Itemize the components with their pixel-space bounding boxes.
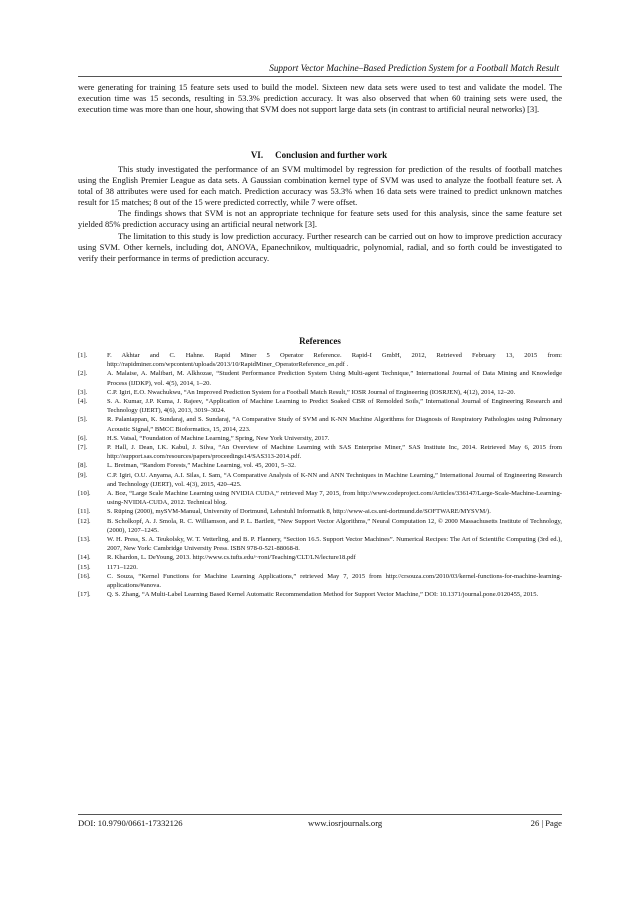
reference-text: 1171–1220. bbox=[107, 563, 138, 571]
references-list bbox=[78, 351, 562, 599]
reference-number: [14]. bbox=[78, 554, 91, 562]
reference-text: Q. S. Zhang, “A Multi-Label Learning Based Kernel Automatic Recommendation Method for Support Vector Machine,” DOI: 10.1371/journal.pone.0120455, 2015. bbox=[107, 591, 539, 599]
reference-number: [12]. bbox=[78, 517, 91, 525]
footer-website-link[interactable]: www.iosrjournals.org bbox=[308, 818, 383, 828]
reference-item bbox=[78, 517, 562, 535]
footer-divider bbox=[78, 814, 562, 815]
reference-text: S. A. Kumar, J.P. Kuma, J. Rajeev, “Application of Machine Learning to Predict Soaked CBR of Remolded Soils,” International Journal of Engineering Research and Technology (IJERT), 4(6), 2013, 3019–3024. bbox=[107, 398, 562, 415]
reference-item bbox=[78, 507, 562, 516]
reference-number: [13]. bbox=[78, 536, 91, 544]
reference-item bbox=[78, 471, 562, 489]
footer-page-number: 26 | Page bbox=[530, 818, 562, 828]
reference-item bbox=[78, 489, 562, 507]
reference-item bbox=[78, 553, 562, 562]
section-title: Conclusion and further work bbox=[275, 150, 388, 160]
reference-number: [8]. bbox=[78, 462, 88, 470]
header-divider bbox=[78, 76, 562, 77]
reference-item bbox=[78, 388, 562, 397]
reference-number: [17]. bbox=[78, 591, 91, 599]
reference-number: [3]. bbox=[78, 388, 88, 396]
footer-doi: DOI: 10.9790/0661-17332126 bbox=[78, 818, 183, 828]
reference-text: S. Rüping (2000), mySVM-Manual, University of Dortmund, Lehrstuhl Informatik 8, http://www-ai.cs.uni-dortmund.de/SOFTWARE/MYSVM/). bbox=[107, 508, 491, 516]
reference-number: [1]. bbox=[78, 352, 88, 359]
reference-text: A. Boz, “Large Scale Machine Learning using NVIDIA CUDA,” retrieved May 7, 2015, from http://www.codeproject.com/Articles/336147/Large-Scale-Machine-Learning-using-NVIDIA-CUDA, 2012. Technical blog. bbox=[107, 490, 562, 507]
references-heading: References bbox=[299, 336, 341, 346]
reference-item bbox=[78, 415, 562, 433]
reference-text: C.P. Igiri, O.U. Anyama, A.I. Silas, I. Sam, “A Comparative Analysis of K-NN and ANN Techniques in Machine Learning,” International Journal of Engineering Research and Technology (IJERT), vol. 4(3), 2015, 420–425. bbox=[107, 471, 562, 488]
reference-text: R. Palaniappan, K. Sundaraj, and S. Sundaraj, “A Comparative Study of SVM and K-NN Machine Algorithms for Diagnosis of Respiratory Pathologies using Pulmonary Acoustic Signal,” BMCC Bioformatics, 15, 2014, 223. bbox=[107, 416, 562, 433]
reference-number: [15]. bbox=[78, 563, 91, 571]
reference-text: B. Scholkopf, A. J. Smola, R. C. Williamson, and P. L. Bartlett, “New Support Vector Algorithms,” Neural Computation 12, © 2000 Massachusetts Institute of Technology, (2000), 1207–1245. bbox=[107, 517, 562, 534]
reference-item bbox=[78, 572, 562, 590]
conclusion-text-block bbox=[78, 164, 562, 264]
reference-item bbox=[78, 351, 562, 369]
reference-item bbox=[78, 563, 562, 572]
reference-text: A. Malaise, A. Malibari, M. Alkhozae, “Student Performance Prediction System Using Multi-agent Technique,” International Journal of Data Mining and Knowledge Process (IJDKP), vol. 4(5), 2014, 1–20. bbox=[107, 370, 562, 387]
intro-text-block bbox=[78, 82, 562, 115]
reference-number: [16]. bbox=[78, 572, 91, 580]
conclusion-paragraph: The findings shows that SVM is not an appropriate technique for feature sets used for this analysis, since the same feature set yielded 85% prediction accuracy using an artificial neural network [3]. bbox=[78, 208, 562, 230]
reference-item bbox=[78, 397, 562, 415]
reference-item bbox=[78, 434, 562, 443]
conclusion-paragraph: This study investigated the performance of an SVM multimodel by regression for prediction of the results of football matches using the English Premier League as data sets. A Gaussian combination kernel type of SVM was used to analyze the football feature set. A total of 38 attributes were used for each match. Prediction accuracy was 53.3% when 16 data sets were trained to predict unknown matches result for 15 matches; 8 out of the 15 were predicted correctly, while 7 were offset. bbox=[78, 164, 562, 208]
reference-text: L. Breiman, “Random Forests,” Machine Learning, vol. 45, 2001, 5–32. bbox=[107, 462, 296, 470]
reference-number: [7]. bbox=[78, 444, 88, 452]
reference-text: C. Souza, “Kernel Functions for Machine Learning Applications,” retrieved May 7, 2015 from http://crsouza.com/2010/03/kernel-functions-for-machine-learning-applications/#anova. bbox=[107, 572, 562, 590]
reference-text: P. Hall, J. Dean, I.K. Kabul, J. Silva, “An Overview of Machine Learning with SAS Enterprise Miner,” SAS Institute Inc, 2014. Retrieved May 6, 2015 from http://support.sas.com/resources/papers/proceedings14/SAS313-2014.pdf. bbox=[107, 444, 562, 461]
intro-paragraph: were generating for training 15 feature sets used to build the model. Sixteen new data sets were used to test and validate the model. The execution time was 15 seconds, resulting in 53.3% prediction accuracy. It was also observed that when 60 training sets were used, the execution time was more than one hour, showing that SVM does not support large data sets (in contrast to artificial neural networks) [3]. bbox=[78, 82, 562, 115]
reference-number: [11]. bbox=[78, 508, 91, 516]
reference-number: [5]. bbox=[78, 416, 88, 424]
reference-text: W. H. Press, S. A. Teukolsky, W. T. Vetterling, and B. P. Flannery, “Section 16.5. Support Vector Machines”. Numerical Recipes: The Art of Scientific Computing (3rd ed.), 2007, New York: Cambridge University Press. ISBN 978-0-521-88068-8. bbox=[107, 536, 562, 553]
reference-text: C.P. Igiri, E.O. Nwachukwu, “An Improved Prediction System for a Football Match Result,” IOSR Journal of Engineering (IOSRJEN), 4(12), 2014, 12–20. bbox=[107, 388, 516, 396]
section-number: VI. bbox=[250, 150, 264, 160]
reference-number: [10]. bbox=[78, 490, 91, 498]
reference-item bbox=[78, 590, 562, 599]
reference-item bbox=[78, 461, 562, 470]
running-header: Support Vector Machine–Based Prediction System for a Football Match Result bbox=[269, 63, 559, 73]
reference-item bbox=[78, 535, 562, 553]
reference-text: F. Akhtar and C. Hahne. Rapid Miner 5 Operator Reference. Rapid-I GmbH, 2012, Retrieved February 13, 2015 from: http://rapidminer.com/wpcontent/uploads/2013/10/RapidMiner_OperatorReference_en.pdf . bbox=[107, 352, 562, 369]
reference-item bbox=[78, 443, 562, 461]
section-heading bbox=[0, 150, 638, 160]
reference-number: [9]. bbox=[78, 471, 88, 479]
reference-number: [6]. bbox=[78, 434, 88, 442]
reference-item bbox=[78, 369, 562, 387]
reference-number: [4]. bbox=[78, 398, 88, 406]
conclusion-paragraph: The limitation to this study is low prediction accuracy. Further research can be carried out on how to improve prediction accuracy using SVM. Other kernels, including dot, ANOVA, Epanechnikov, multiquadric, polynomial, radial, and so forth could be investigated to verify their performance in terms of prediction accuracy. bbox=[78, 230, 562, 263]
reference-number: [2]. bbox=[78, 370, 88, 378]
reference-text: H.S. Vatsal, “Foundation of Machine Learning,” Spring, New York University, 2017. bbox=[107, 434, 330, 442]
reference-text: R. Khardon, L. DeYoung, 2013. http://www.cs.tufts.edu/~roni/Teaching/CLT/LN/lecture18.pdf bbox=[107, 554, 356, 562]
